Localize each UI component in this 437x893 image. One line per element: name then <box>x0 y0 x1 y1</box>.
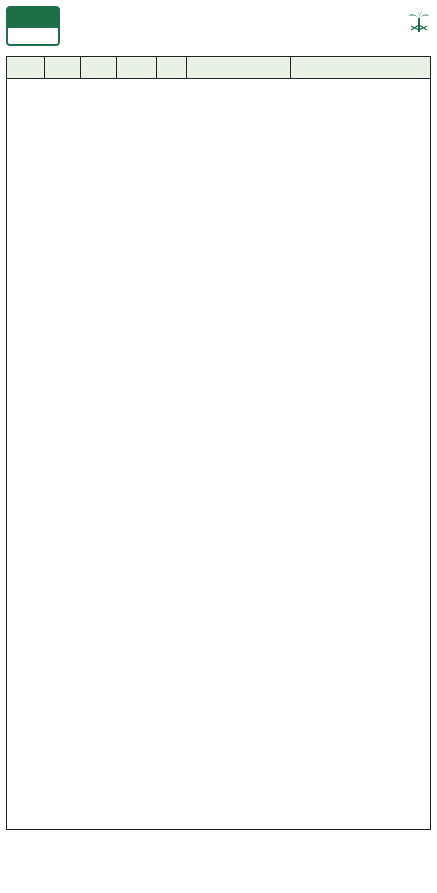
header-d2 <box>44 57 80 79</box>
opportunities-table <box>6 56 431 830</box>
palm-icon <box>409 8 429 34</box>
header <box>0 0 437 56</box>
ministry-logo <box>371 6 433 48</box>
footer <box>6 832 431 860</box>
header-area <box>116 57 156 79</box>
header-name <box>290 57 430 79</box>
header-d1 <box>80 57 116 79</box>
header-number <box>186 57 290 79</box>
header-d3 <box>7 57 44 79</box>
table-header <box>7 57 430 79</box>
header-fee <box>156 57 186 79</box>
furas-logo <box>6 6 60 46</box>
furas-logo-text <box>8 8 58 28</box>
